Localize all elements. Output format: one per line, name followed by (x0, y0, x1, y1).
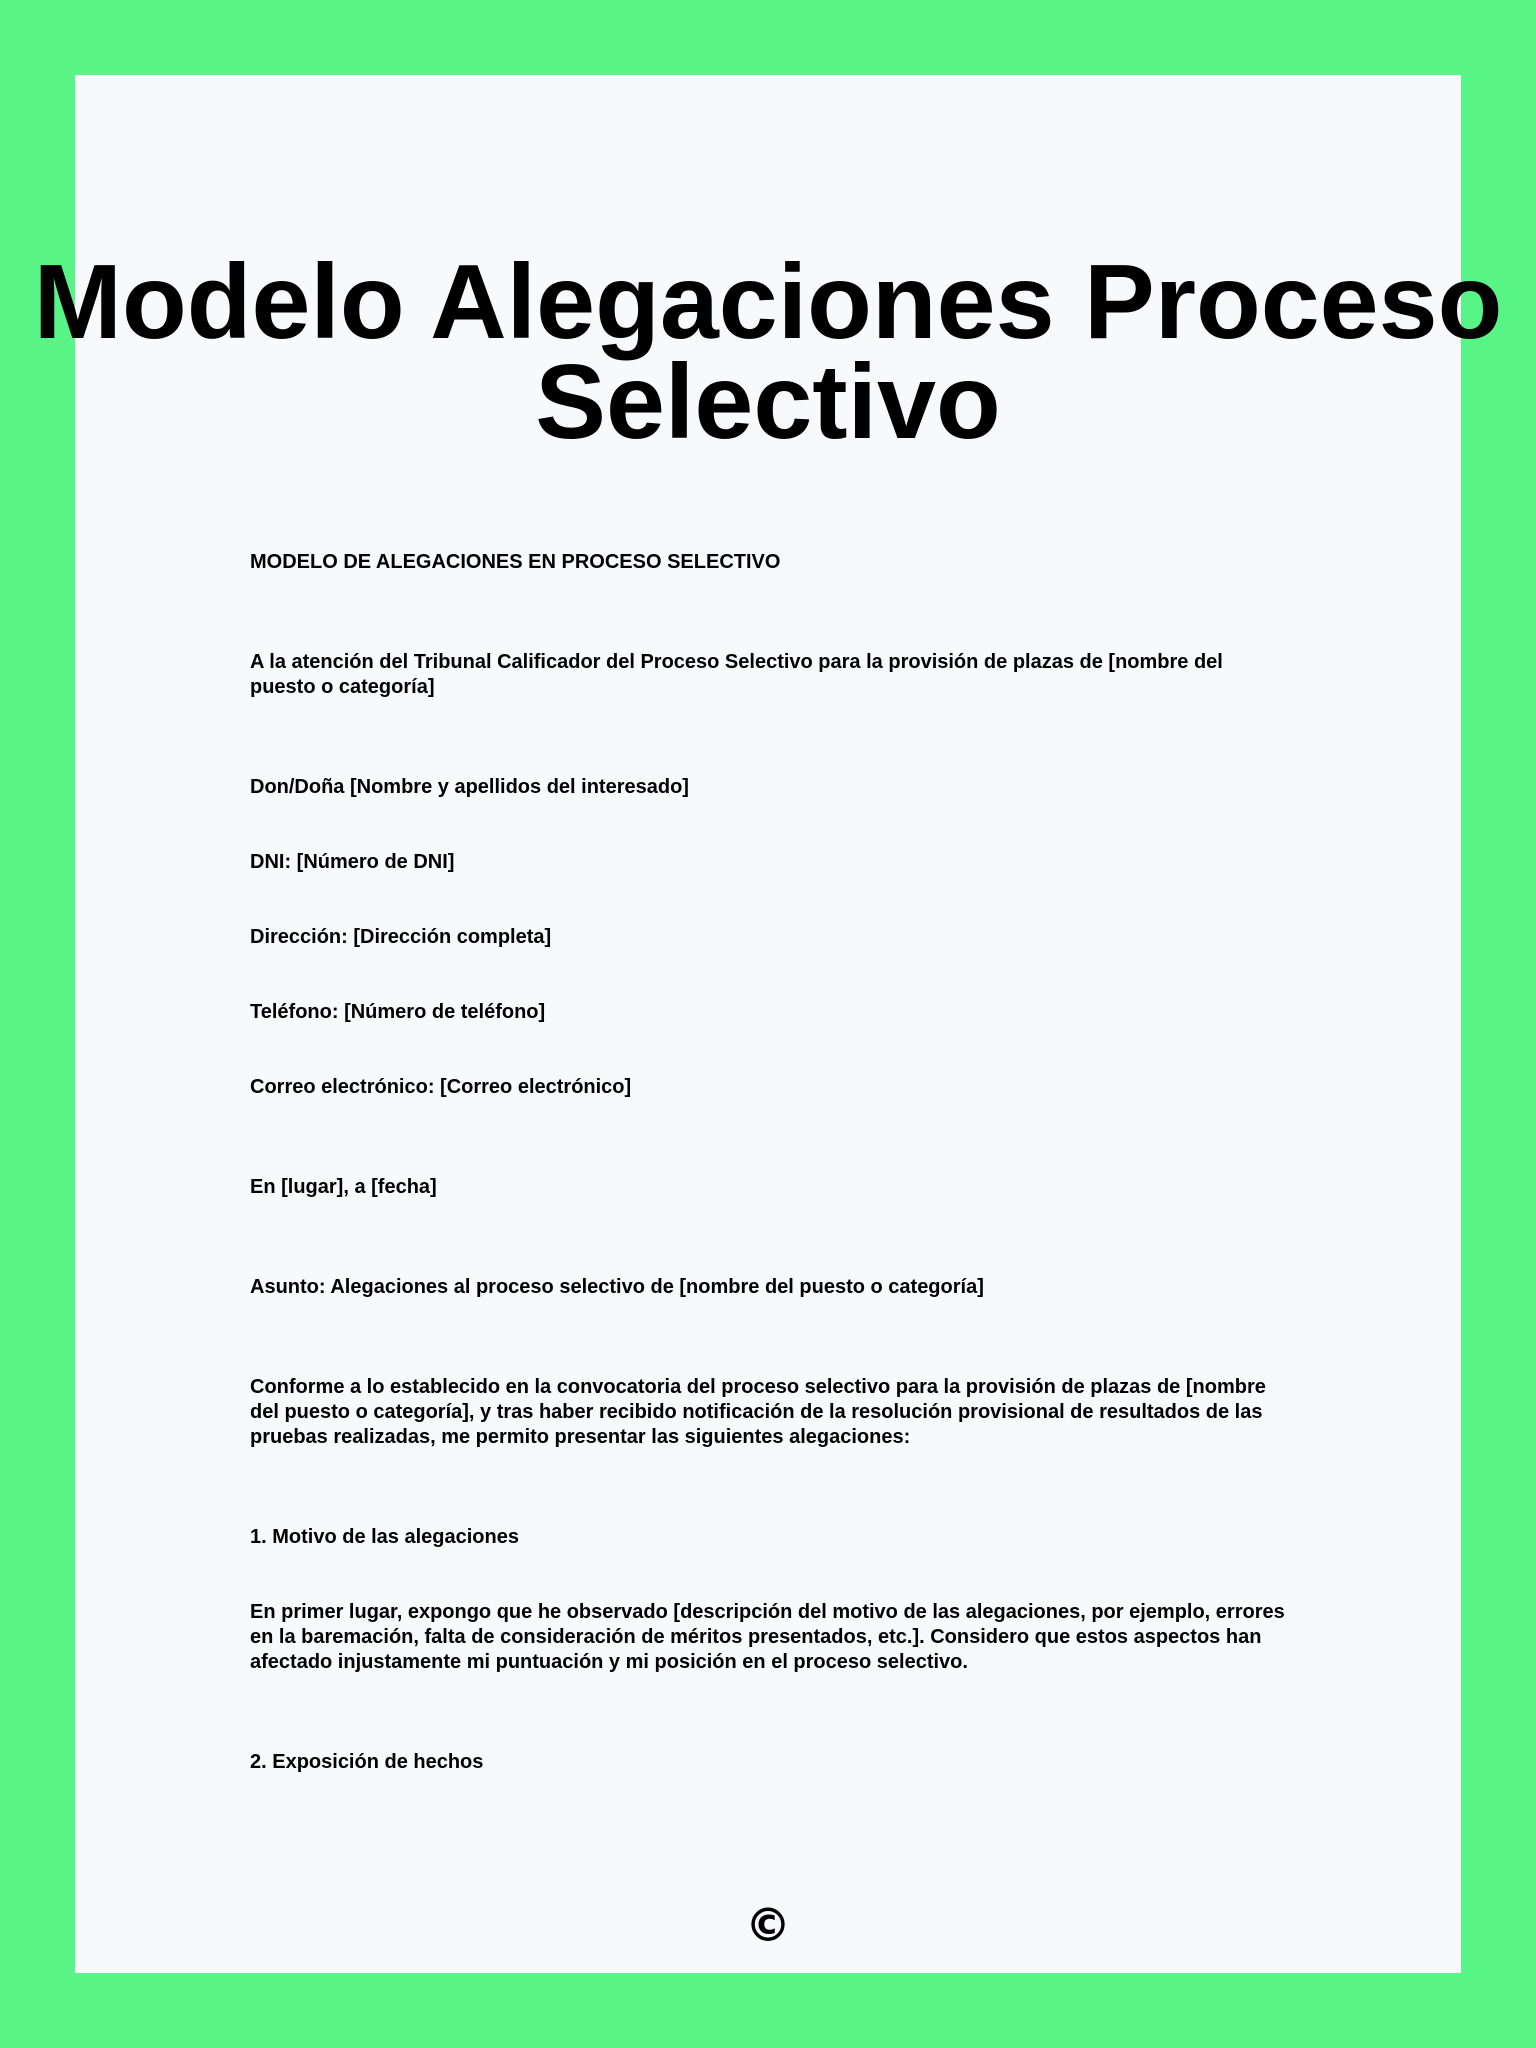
section-body-1: En primer lugar, expongo que he observado [descripción del motivo de las alegaciones, por ejemplo, errores en la baremación, falta de consideración de méritos presentados, etc.]. Considero que estos aspectos han afectado injustamente mi puntuación y mi posición en el proceso selectivo. (250, 1601, 1285, 1673)
applicant-address: Dirección: [Dirección completa] (250, 926, 552, 948)
applicant-email: Correo electrónico: [Correo electrónico] (250, 1076, 632, 1098)
place-and-date: En [lugar], a [fecha] (250, 1176, 437, 1198)
document-title: Modelo Alegaciones Proceso Selectivo (33, 243, 1503, 461)
copyright-icon: © (745, 1898, 791, 1952)
section-heading-2: 2. Exposición de hechos (250, 1751, 484, 1773)
subject-line: Asunto: Alegaciones al proceso selectivo de [nombre del puesto o categoría] (250, 1276, 984, 1298)
addressee-paragraph: A la atención del Tribunal Calificador del Proceso Selectivo para la provisión de plazas de [nombre del puesto o categoría] (250, 651, 1223, 698)
applicant-name: Don/Doña [Nombre y apellidos del interesado] (250, 776, 689, 798)
intro-paragraph: Conforme a lo establecido en la convocatoria del proceso selectivo para la provisión de plazas de [nombre del puesto o categoría], y tras haber recibido notificación de la resolución provisional de resultados de las pruebas realizadas, me permito presentar las siguientes alegaciones: (250, 1376, 1266, 1448)
section-heading-1: 1. Motivo de las alegaciones (250, 1526, 519, 1548)
applicant-dni: DNI: [Número de DNI] (250, 851, 455, 873)
applicant-phone: Teléfono: [Número de teléfono] (250, 1001, 546, 1023)
document-heading: MODELO DE ALEGACIONES EN PROCESO SELECTIVO (250, 551, 781, 573)
